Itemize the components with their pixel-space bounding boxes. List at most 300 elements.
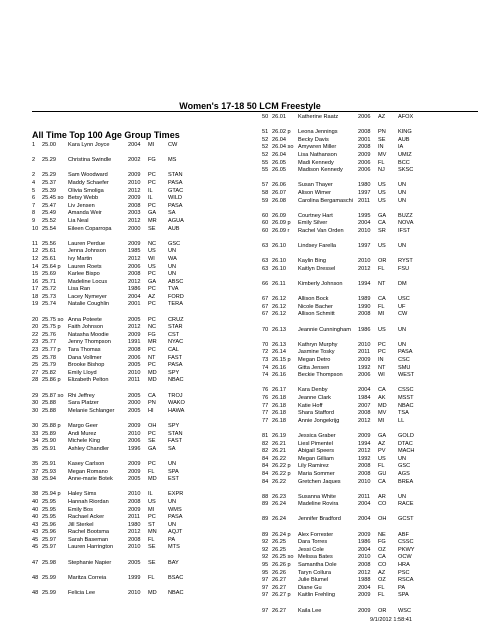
cell-club: IA — [398, 144, 404, 151]
cell-state: OR — [378, 607, 387, 614]
cell-place: 67 — [262, 303, 269, 310]
cell-club: UN — [398, 243, 407, 250]
cell-name: Lia Neal — [68, 217, 89, 224]
cell-name: Julie Blumel — [298, 577, 329, 584]
cell-time: 26.23 — [272, 493, 286, 500]
cell-year: 2012 — [128, 217, 141, 224]
cell-year: 1988 — [358, 577, 371, 584]
cell-year: 2011 — [128, 514, 141, 521]
cell-club: CW — [168, 142, 178, 148]
cell-year: 2008 — [358, 144, 371, 151]
cell-state: PC — [148, 179, 156, 186]
cell-state: AZ — [148, 293, 156, 300]
cell-state: US — [378, 182, 386, 189]
cell-name: Hannah Riordan — [68, 498, 109, 505]
cell-name: Susanna White — [298, 493, 336, 500]
cell-time: 26.18 — [272, 402, 286, 409]
cell-time: 25.73 — [42, 293, 56, 300]
cell-club: EST — [168, 476, 179, 483]
cell-state: OZ — [378, 546, 386, 553]
cell-place: 70 — [262, 326, 269, 333]
cell-club: SPY — [168, 422, 180, 429]
cell-place: 77 — [262, 410, 269, 417]
cell-year: 2009 — [128, 195, 141, 202]
cell-name: Allison Schmitt — [298, 311, 335, 318]
cell-state: GA — [378, 212, 387, 219]
cell-name: Lily Ramirez — [298, 463, 329, 470]
cell-year: 2006 — [128, 438, 141, 445]
cell-name: Jeannie Cunningham — [298, 326, 351, 333]
cell-state: US — [378, 189, 386, 196]
cell-club: MACH — [398, 448, 415, 455]
cell-club: FSU — [398, 265, 410, 272]
cell-state: IN — [378, 144, 384, 151]
cell-name: Lisa Nathanson — [298, 151, 337, 158]
cell-place: 1 — [32, 142, 36, 148]
cell-year: 2011 — [128, 377, 141, 384]
cell-club: UN — [168, 263, 177, 270]
cell-club: SMU — [398, 364, 411, 371]
cell-state: AZ — [378, 440, 386, 447]
cell-year: 2008 — [358, 410, 371, 417]
cell-place: 84 — [262, 455, 269, 462]
cell-place: 2 — [32, 172, 36, 179]
cell-name: Alex Forrester — [298, 531, 334, 538]
cell-name: Madeline Rovira — [298, 501, 339, 508]
cell-place: 77 — [262, 417, 269, 424]
cell-state: GA — [148, 445, 157, 452]
cell-state: SE — [148, 544, 156, 551]
cell-club: ABF — [398, 531, 409, 538]
cell-year: 2003 — [128, 210, 141, 217]
cell-place: 66 — [262, 281, 269, 288]
cell-year: 2005 — [128, 362, 141, 369]
cell-year: 2009 — [358, 607, 371, 614]
cell-time: 26.10 — [272, 258, 286, 265]
cell-club: HRA — [398, 562, 410, 569]
cell-place: 33 — [32, 430, 39, 437]
cell-name: Dara Torres — [298, 539, 328, 546]
cell-state: US — [148, 263, 156, 270]
cell-place: 92 — [262, 539, 269, 546]
cell-year: 1992 — [358, 455, 371, 462]
cell-club: GTAC — [168, 187, 184, 194]
cell-club: UN — [168, 460, 177, 467]
cell-club: CW — [398, 311, 408, 318]
cell-time: 26.12 — [272, 296, 286, 303]
cell-time: 26.18 — [272, 410, 286, 417]
cell-year: 2006 — [358, 159, 371, 166]
cell-time: 26.12 — [272, 311, 286, 318]
cell-place: 77 — [262, 402, 269, 409]
cell-time: 26.26 — [272, 569, 286, 576]
cell-state: PC — [148, 514, 156, 521]
cell-place: 67 — [262, 296, 269, 303]
cell-name: Megan Gilliam — [298, 455, 334, 462]
cell-club: WILD — [168, 195, 182, 202]
cell-time: 25.88 — [42, 400, 56, 407]
cell-club: GSC — [398, 463, 411, 470]
cell-place: 82 — [262, 440, 269, 447]
cell-time: 25.88 p — [42, 422, 61, 429]
cell-place: 28 — [32, 377, 39, 384]
cell-state: MI — [378, 417, 385, 424]
cell-state: HI — [148, 407, 154, 414]
cell-club: UN — [398, 189, 407, 196]
cell-state: OH — [148, 422, 157, 429]
cell-year: 2008 — [358, 470, 371, 477]
cell-club: GCST — [398, 516, 414, 523]
cell-state: CO — [378, 562, 387, 569]
cell-time: 25.98 — [42, 559, 56, 566]
cell-state: US — [378, 326, 386, 333]
cell-time: 25.94 p — [42, 491, 61, 498]
cell-year: 2010 — [358, 258, 371, 265]
cell-year: 2008 — [358, 463, 371, 470]
cell-place: 97 — [262, 607, 269, 614]
cell-year: 2010 — [358, 554, 371, 561]
cell-year: 2008 — [358, 311, 371, 318]
cell-year: 2012 — [128, 187, 141, 194]
cell-time: 25.61 — [42, 248, 56, 255]
cell-club: DTAC — [398, 440, 413, 447]
cell-time: 26.05 — [272, 167, 286, 174]
cell-place: 89 — [262, 501, 269, 508]
cell-name: Lauren Perdue — [68, 240, 106, 247]
cell-name: Maritza Correia — [68, 574, 107, 581]
cell-club: ABSC — [168, 278, 184, 285]
cell-state: NT — [378, 364, 386, 371]
cell-time: 26.21 — [272, 448, 286, 455]
cell-year: 2012 — [128, 529, 141, 536]
cell-time: 25.52 — [42, 217, 56, 224]
cell-club: PA — [168, 536, 176, 543]
cell-year: 2000 — [128, 225, 141, 232]
cell-time: 26.09 p — [272, 220, 291, 227]
cell-name: Brooke Bishop — [68, 362, 105, 369]
cell-name: Olivia Smoliga — [68, 187, 104, 194]
cell-time: 26.12 — [272, 303, 286, 310]
cell-year: 1994 — [358, 440, 371, 447]
cell-time: 25.94 — [42, 476, 56, 483]
cell-place: 59 — [262, 197, 269, 204]
cell-club: BAY — [168, 559, 179, 566]
cell-year: 2012 — [128, 324, 141, 331]
cell-state: PC — [148, 362, 156, 369]
cell-name: Emily Silver — [298, 220, 328, 227]
cell-place: 48 — [32, 590, 39, 597]
cell-state: US — [378, 243, 386, 250]
cell-name: Michele King — [68, 438, 101, 445]
cell-place: 97 — [262, 577, 269, 584]
cell-state: MD — [148, 476, 157, 483]
cell-place: 95 — [262, 569, 269, 576]
cell-club: GSC — [168, 240, 181, 247]
print-timestamp: 9/1/2012 1:58:41 — [370, 617, 412, 623]
cell-time: 26.15 p — [272, 357, 291, 363]
cell-place: 30 — [32, 407, 39, 414]
cell-year: 2009 — [128, 422, 141, 429]
cell-name: Leona Jennings — [298, 129, 338, 136]
cell-year: 2005 — [128, 476, 141, 483]
cell-year: 1986 — [128, 286, 141, 293]
cell-state: WI — [378, 372, 385, 379]
cell-time: 25.74 — [42, 301, 56, 308]
cell-name: Anna Poteete — [68, 316, 102, 323]
cell-time: 25.47 — [42, 202, 56, 209]
cell-place: 27 — [32, 369, 39, 376]
cell-year: 2009 — [358, 531, 371, 538]
cell-place: 60 — [262, 227, 269, 234]
cell-year: 2004 — [358, 546, 371, 553]
cell-state: NJ — [378, 167, 385, 174]
cell-name: Lauren Harrington — [68, 544, 114, 551]
cell-time: 25.99 — [42, 574, 56, 581]
cell-year: 1995 — [358, 212, 371, 219]
cell-place: 15 — [32, 271, 39, 278]
cell-year: 2009 — [358, 151, 371, 158]
page-title: Women's 17-18 50 LCM Freestyle — [179, 101, 321, 111]
cell-time: 26.01 — [272, 114, 286, 120]
cell-time: 26.25 — [272, 546, 286, 553]
cell-club: AUB — [398, 136, 410, 143]
cell-time: 25.95 — [42, 498, 56, 505]
cell-place: 45 — [32, 544, 39, 551]
cell-state: SR — [378, 227, 386, 234]
cell-place: 25 — [32, 362, 39, 369]
cell-year: 2008 — [128, 498, 141, 505]
cell-club: EXPR — [168, 491, 184, 498]
cell-year: 1986 — [358, 539, 371, 546]
cell-name: Jessi Cole — [298, 546, 324, 553]
cell-state: PC — [148, 301, 156, 308]
cell-year: 2008 — [128, 271, 141, 278]
cell-state: SE — [148, 225, 156, 232]
cell-place: 8 — [32, 210, 36, 217]
cell-club: CSC — [398, 357, 410, 363]
cell-club: PASA — [168, 362, 183, 369]
cell-name: Natalie Coughlin — [68, 301, 110, 308]
cell-year: 2007 — [358, 402, 371, 409]
cell-year: 2004 — [358, 584, 371, 591]
cell-time: 25.71 — [42, 278, 56, 285]
cell-place: 88 — [262, 493, 269, 500]
cell-state: FL — [148, 536, 155, 543]
cell-name: Natasha Moodie — [68, 331, 109, 338]
cell-place: 12 — [32, 248, 39, 255]
cell-name: Lisa Ran — [68, 286, 91, 293]
cell-state: MD — [378, 402, 387, 409]
cell-name: Melissa Bates — [298, 554, 333, 561]
cell-club: OCW — [398, 554, 412, 561]
cell-place: 84 — [262, 478, 269, 485]
cell-state: CO — [378, 501, 387, 508]
cell-year: 1989 — [358, 296, 371, 303]
cell-club: STAN — [168, 430, 183, 437]
cell-name: Kathryn Murphy — [298, 341, 338, 348]
cell-time: 25.97 — [42, 536, 56, 543]
cell-year: 1985 — [128, 248, 141, 255]
cell-club: UN — [168, 248, 177, 255]
cell-state: NE — [378, 531, 386, 538]
cell-name: Melanie Schlanger — [68, 407, 115, 414]
cell-name: Kaitlyn Dressel — [298, 265, 336, 272]
cell-state: IN — [378, 357, 384, 363]
cell-name: Madi Kennedy — [298, 159, 334, 166]
cell-year: 2010 — [128, 491, 141, 498]
cell-year: 2006 — [358, 114, 371, 120]
cell-year: 2002 — [128, 157, 141, 164]
cell-place: 84 — [262, 463, 269, 470]
cell-year: 1992 — [358, 364, 371, 371]
cell-club: BUZZ — [398, 212, 413, 219]
cell-name: Lacey Nymeyer — [68, 293, 107, 300]
cell-name: Emily Bos — [68, 506, 93, 513]
cell-place: 18 — [32, 293, 39, 300]
cell-state: NT — [148, 354, 156, 361]
cell-state: PV — [378, 448, 386, 455]
cell-state: FL — [148, 468, 155, 475]
cell-place: 7 — [32, 202, 36, 209]
cell-name: Felicia Lee — [68, 590, 96, 597]
cell-time: 26.18 — [272, 417, 286, 424]
cell-state: PC — [148, 430, 156, 437]
cell-time: 25.93 — [42, 468, 56, 475]
cell-club: UN — [168, 521, 177, 528]
cell-time: 25.69 — [42, 271, 56, 278]
cell-club: USC — [398, 296, 410, 303]
cell-year: 1997 — [358, 189, 371, 196]
cell-year: 2001 — [128, 301, 141, 308]
cell-name: Liv Jensen — [68, 202, 95, 209]
cell-year: 1984 — [358, 394, 371, 401]
cell-state: AK — [378, 394, 386, 401]
cell-club: LL — [398, 417, 405, 424]
cell-state: SE — [148, 438, 156, 445]
cell-year: 2008 — [128, 347, 141, 354]
cell-club: SPY — [168, 369, 180, 376]
cell-place: 63 — [262, 265, 269, 272]
cell-name: Eileen Coparropa — [68, 225, 112, 232]
cell-club: FAST — [168, 354, 182, 361]
cell-state: IL — [148, 187, 153, 194]
cell-state: CA — [378, 478, 386, 485]
cell-name: Stephanie Napier — [68, 559, 112, 566]
cell-place: 52 — [262, 144, 269, 151]
cell-year: 2005 — [128, 392, 141, 399]
cell-time: 26.09 — [272, 212, 286, 219]
cell-club: NBAC — [398, 402, 414, 409]
cell-name: Sara Platzer — [68, 400, 99, 407]
cell-state: PC — [148, 202, 156, 209]
cell-club: TROJ — [168, 392, 183, 399]
cell-place: 43 — [32, 521, 39, 528]
cell-club: HAWA — [168, 407, 185, 414]
cell-name: Maddy Schaefer — [68, 179, 109, 186]
cell-club: PSC — [398, 569, 410, 576]
cell-club: PKWY — [398, 546, 415, 553]
cell-time: 25.56 — [42, 240, 56, 247]
cell-state: OH — [378, 516, 387, 523]
cell-state: SE — [148, 559, 156, 566]
cell-time: 25.96 — [42, 529, 56, 536]
cell-time: 25.75 p — [42, 324, 61, 331]
cell-club: PASA — [398, 349, 413, 356]
cell-time: 26.22 p — [272, 470, 291, 477]
cell-year: 1980 — [128, 521, 141, 528]
cell-state: FL — [378, 463, 385, 470]
cell-club: CST — [168, 331, 180, 338]
cell-state: PN — [378, 129, 386, 136]
cell-time: 26.04 — [272, 151, 286, 158]
cell-club: WEST — [398, 372, 415, 379]
cell-name: Megan Detro — [298, 357, 331, 363]
cell-name: Madison Kennedy — [298, 167, 343, 174]
cell-year: 1980 — [358, 182, 371, 189]
cell-name: Lindsey Farella — [298, 243, 336, 250]
cell-year: 2012 — [128, 278, 141, 285]
cell-year: 2006 — [128, 263, 141, 270]
cell-time: 26.04 so — [272, 144, 294, 151]
cell-year: 1986 — [358, 326, 371, 333]
cell-year: 2008 — [128, 202, 141, 209]
cell-time: 25.37 — [42, 179, 56, 186]
cell-time: 25.72 — [42, 286, 56, 293]
cell-time: 26.14 — [272, 349, 286, 356]
cell-name: Madeline Locus — [68, 278, 108, 285]
cell-club: GOLD — [398, 432, 414, 439]
cell-place: 57 — [262, 182, 269, 189]
cell-state: AR — [378, 493, 386, 500]
cell-club: KING — [398, 129, 412, 136]
cell-place: 30 — [32, 422, 39, 429]
cell-club: FORD — [168, 293, 184, 300]
cell-state: MD — [148, 590, 157, 597]
cell-time: 25.82 — [42, 369, 56, 376]
cell-place: 52 — [262, 136, 269, 143]
cell-name: Christina Swindle — [68, 157, 112, 164]
section-heading: All Time Top 100 Age Group Times — [32, 130, 180, 140]
cell-club: DM — [398, 281, 407, 288]
cell-name: Kaitlin Frehling — [298, 592, 335, 599]
cell-place: 89 — [262, 516, 269, 523]
cell-club: AQJT — [168, 529, 183, 536]
cell-club: AGS — [398, 470, 410, 477]
cell-club: UMIZ — [398, 151, 412, 158]
cell-year: 2009 — [128, 506, 141, 513]
cell-name: Taryn Collura — [298, 569, 331, 576]
cell-place: 95 — [262, 562, 269, 569]
cell-time: 26.24 — [272, 501, 286, 508]
cell-state: FL — [378, 584, 385, 591]
cell-state: PC — [148, 286, 156, 293]
cell-time: 26.22 — [272, 478, 286, 485]
cell-name: Tara Thomas — [68, 347, 101, 354]
cell-club: TERA — [168, 301, 183, 308]
cell-name: Kasey Carlson — [68, 460, 105, 467]
cell-time: 25.49 — [42, 210, 56, 217]
cell-place: 92 — [262, 554, 269, 561]
cell-club: FAST — [168, 438, 182, 445]
cell-place: 35 — [32, 460, 39, 467]
cell-club: WAKO — [168, 400, 185, 407]
cell-club: RACE — [398, 501, 414, 508]
cell-time: 25.61 — [42, 255, 56, 262]
cell-year: 2011 — [358, 349, 371, 356]
cell-place: 97 — [262, 584, 269, 591]
cell-state: MV — [378, 410, 387, 417]
cell-year: 2011 — [358, 197, 371, 204]
